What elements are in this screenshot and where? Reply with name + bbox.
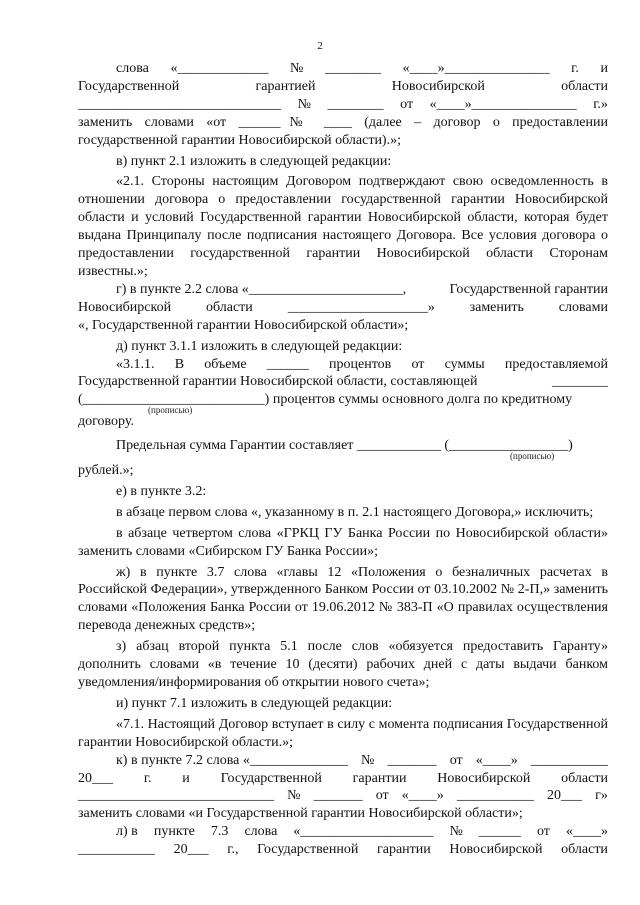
- line-k-1: к) в пункте 7.2 слова «______________ № _______ от «____» ___________: [116, 752, 608, 768]
- line-g-1: г) в пункте 2.2 слова «______________________, Государственной гарантии: [116, 281, 608, 297]
- line-3-1-1-d: договору.: [78, 414, 134, 430]
- paragraph-d: д) пункт 3.1.1 изложить в следующей редакции:: [116, 338, 403, 354]
- paragraph-i: и) пункт 7.1 изложить в следующей редакции:: [116, 695, 393, 711]
- line-3-1-1-c: (__________________________) процентов суммы основного долга по кредитному: [78, 392, 573, 408]
- paragraph-e-first: в абзаце первом слова «, указанному в п. 2.1 настоящего Договора,» исключить;: [116, 504, 594, 520]
- line-limit-sum: Предельная сумма Гарантии составляет ____________ (_________________): [116, 438, 573, 454]
- document-body: [78, 60, 608, 859]
- line-3-1-1-b: Государственной гарантии Новосибирской области, составляющей ________: [78, 374, 608, 390]
- paragraph-zh: ж) в пункте 3.7 слова «главы 12 «Положения о безналичных расчетах в Российской Федерации», утвержденного Банком России от 03.10.2002 № 2-П,» заменить словами «Положения Банка России от 19.06.2012 № 383-П «О правилах осуществления перевода денежных средств»;: [78, 564, 608, 634]
- line-1: слова «_____________ № ________ «____»_______________ г. и: [116, 61, 608, 76]
- line-l-1: л) в пункте 7.3 слова «___________________ № ______ от «____»: [116, 824, 608, 840]
- line-g-3: «, Государственной гарантии Новосибирской области»;: [78, 317, 409, 333]
- paragraph-7-1: «7.1. Настоящий Договор вступает в силу с момента подписания Государственной гарантии Новосибирской области.»;: [78, 716, 608, 750]
- caption-in-words-1: (прописью): [148, 405, 193, 416]
- line-rubles: рублей.»;: [78, 463, 134, 479]
- line-k-3: ____________________________ № _______ от «____» ___________ 20___ г»: [78, 788, 608, 804]
- line-3-1-1: «3.1.1. В объеме ______ процентов от суммы предоставляемой: [116, 356, 608, 372]
- paragraph-z: з) абзац второй пункта 5.1 после слов «обязуется предоставить Гаранту» дополнить словами «в течение 10 (десяти) рабочих дней с даты выдачи банком уведомления/информирования об открытии нового счета»;: [78, 639, 608, 690]
- paragraph-replace-words: заменить словами «от ______№ ____ (далее – договор о предоставлении государственной гарантии Новосибирской области).»;: [78, 114, 608, 148]
- line-g-2: Новосибирской области ____________________» заменить словами: [78, 299, 608, 315]
- line-l-2: ___________ 20___ г., Государственной гарантии Новосибирской области: [78, 842, 608, 858]
- paragraph-v: в) пункт 2.1 изложить в следующей редакции:: [116, 153, 392, 169]
- page-number: 2: [317, 40, 323, 52]
- paragraph-e-fourth: в абзаце четвертом слова «ГРКЦ ГУ Банка России по Новосибирской области» заменить словами «Сибирском ГУ Банка России»;: [78, 525, 608, 559]
- line-k-2: 20___ г. и Государственной гарантии Новосибирской области: [78, 770, 608, 786]
- line-2: Государственной гарантией Новосибирской области: [78, 78, 608, 94]
- paragraph-e: е) в пункте 3.2:: [116, 483, 207, 499]
- line-k-4: заменить словами «и Государственной гарантии Новосибирской области»;: [78, 806, 523, 822]
- paragraph-2-1: «2.1. Стороны настоящим Договором подтверждают свою осведомленность в отношении договора о предоставлении государственной гарантии Новосибирской области и условий Государственной гарантии Новосибирской области, которая будет выдана Принципалу после подписания настоящего Договора. Все условия договора о предоставлении государственной гарантии Новосибирской области Сторонам известны.»;: [78, 174, 608, 279]
- line-3: _____________________________ № ________ от «____»_______________ г.»: [78, 96, 608, 112]
- caption-in-words-2: (прописью): [510, 451, 555, 462]
